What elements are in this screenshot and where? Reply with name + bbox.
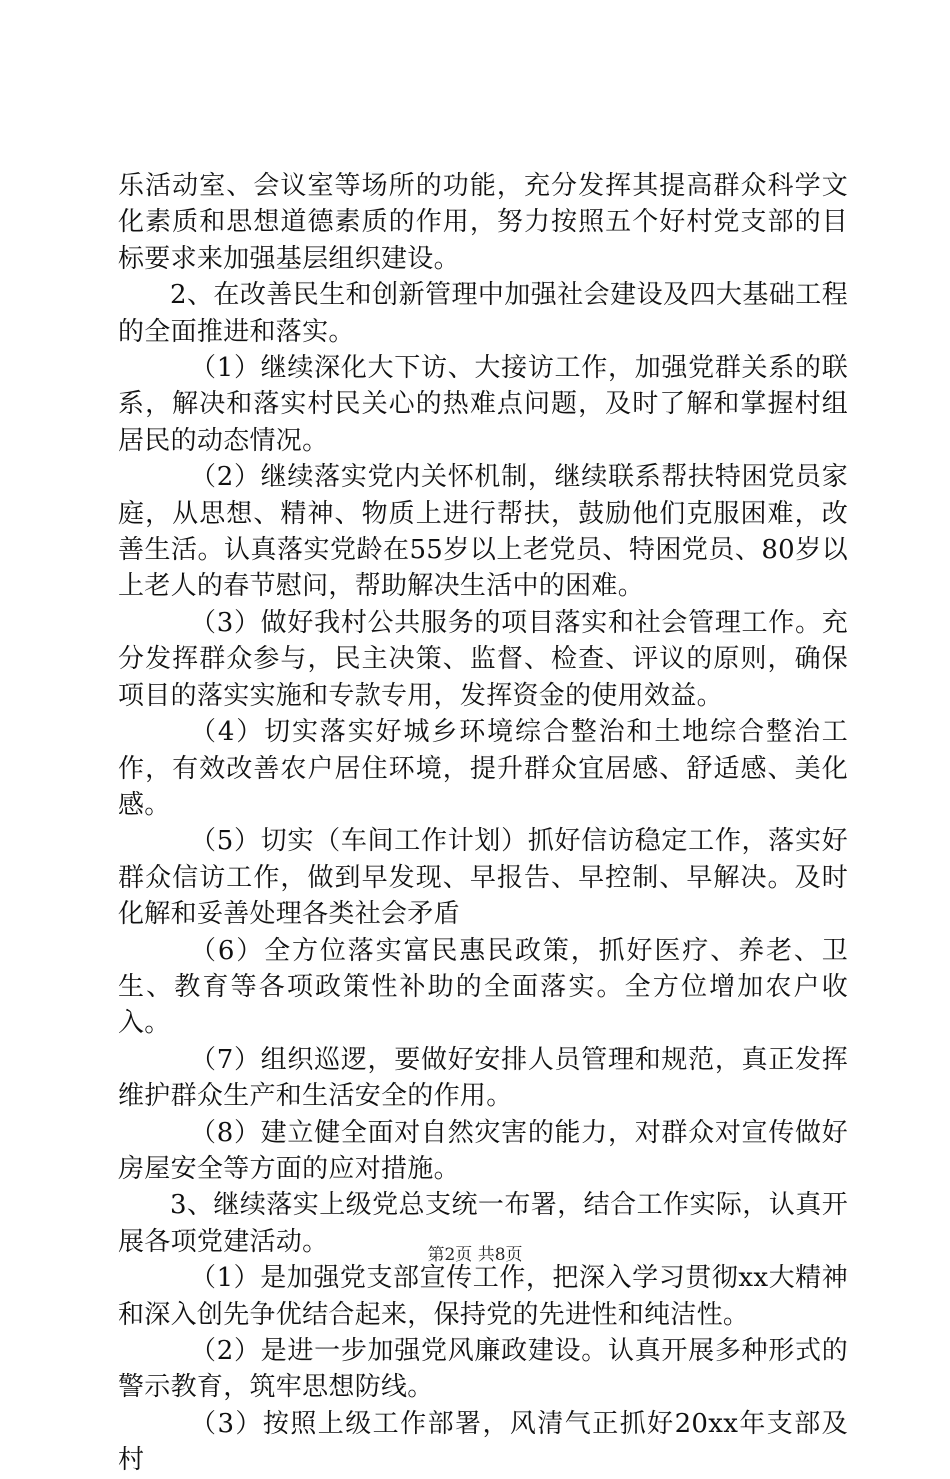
paragraph: 2、在改善民生和创新管理中加强社会建设及四大基础工程的全面推进和落实。 bbox=[118, 280, 848, 347]
paragraph: （2）是进一步加强党风廉政建设。认真开展多种形式的警示教育，筑牢思想防线。 bbox=[118, 1336, 848, 1403]
paragraph: （8）建立健全面对自然灾害的能力，对群众对宣传做好房屋安全等方面的应对措施。 bbox=[118, 1117, 848, 1184]
page-number-label: 第2页 共8页 bbox=[427, 1245, 523, 1265]
paragraph: 3、继续落实上级党总支统一布署，结合工作实际，认真开展各项党建活动。 bbox=[118, 1190, 848, 1257]
paragraph: （3）做好我村公共服务的项目落实和社会管理工作。充分发挥群众参与，民主决策、监督、检查、评议的原则，确保项目的落实实施和专款专用，发挥资金的使用效益。 bbox=[118, 607, 848, 711]
paragraph: （5）切实（车间工作计划）抓好信访稳定工作，落实好群众信访工作，做到早发现、早报告、早控制、早解决。及时化解和妥善处理各类社会矛盾 bbox=[118, 826, 848, 930]
paragraph: （2）继续落实党内关怀机制，继续联系帮扶特困党员家庭，从思想、精神、物质上进行帮扶，鼓励他们克服困难，改善生活。认真落实党龄在55岁以上老党员、特困党员、80岁以上老人的春节慰问，帮助解决生活中的困难。 bbox=[118, 462, 848, 602]
paragraph: （1）继续深化大下访、大接访工作，加强党群关系的联系，解决和落实村民关心的热难点问题，及时了解和掌握村组居民的动态情况。 bbox=[118, 353, 848, 456]
paragraph: （1）是加强党支部宣传工作，把深入学习贯彻xx大精神和深入创先争优结合起来，保持党的先进性和纯洁性。 bbox=[118, 1263, 848, 1330]
document-body bbox=[118, 168, 848, 1479]
paragraph: （3）按照上级工作部署，风清气正抓好20xx年支部及村 bbox=[118, 1408, 848, 1476]
paragraph: （4）切实落实好城乡环境综合整治和土地综合整治工作，有效改善农户居住环境，提升群众宜居感、舒适感、美化感。 bbox=[118, 717, 848, 820]
paragraph: （6）全方位落实富民惠民政策，抓好医疗、养老、卫生、教育等各项政策性补助的全面落实。全方位增加农户收入。 bbox=[118, 935, 848, 1039]
page-footer bbox=[0, 1244, 950, 1266]
paragraph: （7）组织巡逻，要做好安排人员管理和规范，真正发挥维护群众生产和生活安全的作用。 bbox=[118, 1044, 848, 1112]
paragraph: 乐活动室、会议室等场所的功能，充分发挥其提高群众科学文化素质和思想道德素质的作用，努力按照五个好村党支部的目标要求来加强基层组织建设。 bbox=[118, 171, 848, 274]
